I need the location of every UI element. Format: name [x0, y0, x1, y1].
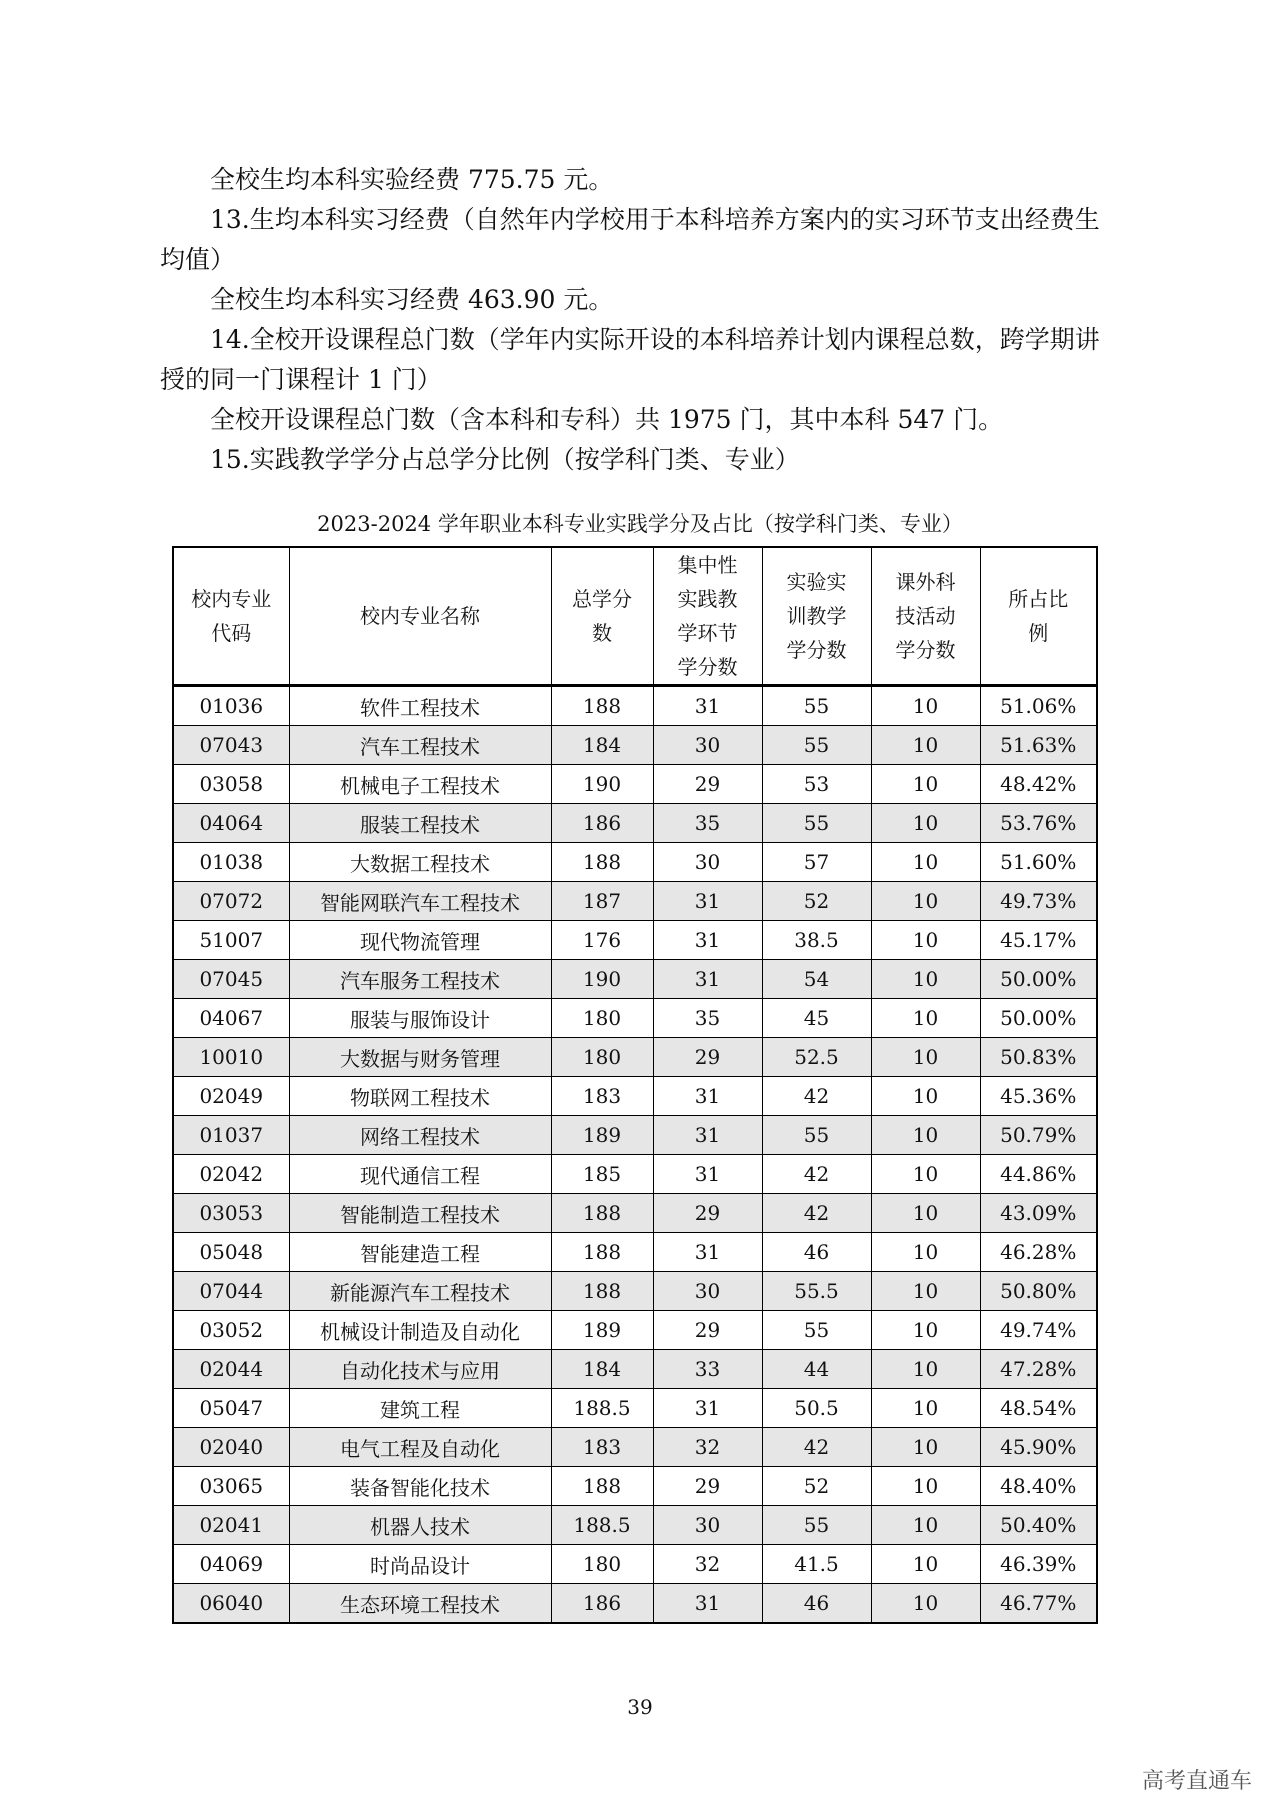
paragraph-lab-funding: 全校生均本科实验经费 775.75 元。	[210, 165, 614, 194]
cell-concentrated: 31	[653, 1077, 762, 1116]
paragraph-courses-heading: 14.全校开设课程总门数（学年内实际开设的本科培养计划内课程总数，跨学期讲授的同一门课程计 1 门）	[160, 325, 1100, 394]
table-row	[173, 1194, 1097, 1233]
cell-lab: 55	[762, 1506, 871, 1545]
cell-ratio: 45.36%	[980, 1077, 1097, 1116]
cell-name: 网络工程技术	[289, 1116, 551, 1155]
page-number: 39	[627, 1695, 653, 1719]
cell-total: 188.5	[551, 1506, 653, 1545]
table-row	[173, 1389, 1097, 1428]
cell-ratio: 50.83%	[980, 1038, 1097, 1077]
cell-total: 188	[551, 1233, 653, 1272]
cell-total: 189	[551, 1311, 653, 1350]
cell-extracurricular: 10	[871, 1584, 980, 1624]
cell-total: 190	[551, 765, 653, 804]
cell-total: 185	[551, 1155, 653, 1194]
cell-code: 02042	[173, 1155, 289, 1194]
cell-total: 188	[551, 843, 653, 882]
header-total-credits: 总学分 数	[551, 547, 653, 686]
cell-total: 188	[551, 1272, 653, 1311]
cell-extracurricular: 10	[871, 1155, 980, 1194]
cell-ratio: 43.09%	[980, 1194, 1097, 1233]
cell-ratio: 47.28%	[980, 1350, 1097, 1389]
cell-code: 03052	[173, 1311, 289, 1350]
cell-concentrated: 31	[653, 921, 762, 960]
cell-total: 176	[551, 921, 653, 960]
table-row	[173, 1545, 1097, 1584]
cell-concentrated: 33	[653, 1350, 762, 1389]
cell-ratio: 46.28%	[980, 1233, 1097, 1272]
cell-name: 服装工程技术	[289, 804, 551, 843]
cell-code: 03058	[173, 765, 289, 804]
cell-extracurricular: 10	[871, 1467, 980, 1506]
cell-extracurricular: 10	[871, 1233, 980, 1272]
paragraph-internship-heading: 13.生均本科实习经费（自然年内学校用于本科培养方案内的实习环节支出经费生均值）	[160, 205, 1100, 274]
table-row	[173, 804, 1097, 843]
table-row	[173, 843, 1097, 882]
cell-name: 智能制造工程技术	[289, 1194, 551, 1233]
cell-extracurricular: 10	[871, 1194, 980, 1233]
cell-lab: 55	[762, 1116, 871, 1155]
cell-name: 软件工程技术	[289, 686, 551, 726]
cell-concentrated: 31	[653, 1584, 762, 1624]
cell-total: 184	[551, 1350, 653, 1389]
table-row	[173, 1116, 1097, 1155]
cell-code: 05047	[173, 1389, 289, 1428]
cell-ratio: 50.80%	[980, 1272, 1097, 1311]
cell-extracurricular: 10	[871, 1428, 980, 1467]
cell-code: 07044	[173, 1272, 289, 1311]
cell-ratio: 44.86%	[980, 1155, 1097, 1194]
cell-lab: 42	[762, 1155, 871, 1194]
header-major-code: 校内专业 代码	[173, 547, 289, 686]
cell-concentrated: 29	[653, 1038, 762, 1077]
cell-concentrated: 31	[653, 1233, 762, 1272]
table-caption: 2023-2024 学年职业本科专业实践学分及占比（按学科门类、专业）	[317, 512, 963, 536]
cell-extracurricular: 10	[871, 686, 980, 726]
cell-lab: 45	[762, 999, 871, 1038]
cell-code: 02049	[173, 1077, 289, 1116]
table-row	[173, 1272, 1097, 1311]
cell-extracurricular: 10	[871, 1272, 980, 1311]
cell-name: 现代物流管理	[289, 921, 551, 960]
cell-name: 时尚品设计	[289, 1545, 551, 1584]
cell-lab: 52	[762, 1467, 871, 1506]
table-row	[173, 1077, 1097, 1116]
cell-concentrated: 29	[653, 1194, 762, 1233]
cell-extracurricular: 10	[871, 726, 980, 765]
cell-lab: 54	[762, 960, 871, 999]
cell-concentrated: 30	[653, 726, 762, 765]
cell-lab: 55	[762, 726, 871, 765]
cell-name: 现代通信工程	[289, 1155, 551, 1194]
cell-name: 服装与服饰设计	[289, 999, 551, 1038]
paragraph-practice-heading: 15.实践教学学分占总学分比例（按学科门类、专业）	[210, 445, 800, 474]
cell-ratio: 49.74%	[980, 1311, 1097, 1350]
cell-code: 02044	[173, 1350, 289, 1389]
cell-name: 装备智能化技术	[289, 1467, 551, 1506]
cell-ratio: 50.79%	[980, 1116, 1097, 1155]
cell-extracurricular: 10	[871, 1389, 980, 1428]
cell-extracurricular: 10	[871, 804, 980, 843]
header-concentrated-practice-credits: 集中性 实践教 学环节 学分数	[653, 547, 762, 686]
cell-name: 建筑工程	[289, 1389, 551, 1428]
cell-name: 物联网工程技术	[289, 1077, 551, 1116]
cell-ratio: 45.90%	[980, 1428, 1097, 1467]
cell-extracurricular: 10	[871, 765, 980, 804]
cell-total: 180	[551, 1038, 653, 1077]
cell-name: 机械电子工程技术	[289, 765, 551, 804]
cell-concentrated: 31	[653, 1389, 762, 1428]
cell-code: 03053	[173, 1194, 289, 1233]
cell-code: 51007	[173, 921, 289, 960]
cell-concentrated: 30	[653, 843, 762, 882]
cell-code: 01038	[173, 843, 289, 882]
table-row	[173, 765, 1097, 804]
cell-name: 大数据工程技术	[289, 843, 551, 882]
table-row	[173, 1038, 1097, 1077]
table-row	[173, 1155, 1097, 1194]
cell-lab: 50.5	[762, 1389, 871, 1428]
cell-code: 07043	[173, 726, 289, 765]
cell-extracurricular: 10	[871, 1506, 980, 1545]
cell-extracurricular: 10	[871, 1116, 980, 1155]
cell-extracurricular: 10	[871, 1311, 980, 1350]
table-row	[173, 726, 1097, 765]
cell-ratio: 51.60%	[980, 843, 1097, 882]
cell-extracurricular: 10	[871, 1350, 980, 1389]
cell-name: 汽车工程技术	[289, 726, 551, 765]
cell-extracurricular: 10	[871, 960, 980, 999]
cell-ratio: 48.40%	[980, 1467, 1097, 1506]
cell-code: 06040	[173, 1584, 289, 1624]
cell-total: 188	[551, 1194, 653, 1233]
cell-extracurricular: 10	[871, 1038, 980, 1077]
cell-ratio: 48.54%	[980, 1389, 1097, 1428]
cell-concentrated: 35	[653, 804, 762, 843]
cell-code: 04069	[173, 1545, 289, 1584]
cell-lab: 38.5	[762, 921, 871, 960]
cell-concentrated: 31	[653, 882, 762, 921]
cell-ratio: 51.63%	[980, 726, 1097, 765]
cell-extracurricular: 10	[871, 843, 980, 882]
cell-concentrated: 29	[653, 765, 762, 804]
table-row	[173, 1233, 1097, 1272]
cell-code: 10010	[173, 1038, 289, 1077]
cell-code: 02041	[173, 1506, 289, 1545]
cell-ratio: 49.73%	[980, 882, 1097, 921]
cell-lab: 42	[762, 1077, 871, 1116]
cell-name: 智能建造工程	[289, 1233, 551, 1272]
cell-total: 183	[551, 1077, 653, 1116]
cell-code: 05048	[173, 1233, 289, 1272]
cell-concentrated: 31	[653, 1116, 762, 1155]
cell-concentrated: 31	[653, 1155, 762, 1194]
cell-lab: 55	[762, 686, 871, 726]
cell-lab: 53	[762, 765, 871, 804]
cell-ratio: 46.39%	[980, 1545, 1097, 1584]
cell-lab: 46	[762, 1233, 871, 1272]
table-row	[173, 1311, 1097, 1350]
cell-code: 07045	[173, 960, 289, 999]
cell-name: 汽车服务工程技术	[289, 960, 551, 999]
header-ratio: 所占比 例	[980, 547, 1097, 686]
header-major-name: 校内专业名称	[289, 547, 551, 686]
cell-name: 自动化技术与应用	[289, 1350, 551, 1389]
paragraph-courses-total: 全校开设课程总门数（含本科和专科）共 1975 门，其中本科 547 门。	[210, 405, 1004, 434]
cell-concentrated: 31	[653, 960, 762, 999]
cell-total: 189	[551, 1116, 653, 1155]
cell-lab: 44	[762, 1350, 871, 1389]
cell-lab: 55	[762, 804, 871, 843]
cell-name: 智能网联汽车工程技术	[289, 882, 551, 921]
practice-credits-table	[172, 546, 1098, 1624]
cell-concentrated: 29	[653, 1311, 762, 1350]
cell-total: 187	[551, 882, 653, 921]
cell-extracurricular: 10	[871, 921, 980, 960]
cell-extracurricular: 10	[871, 1077, 980, 1116]
table-row	[173, 960, 1097, 999]
cell-lab: 55.5	[762, 1272, 871, 1311]
cell-ratio: 53.76%	[980, 804, 1097, 843]
cell-lab: 57	[762, 843, 871, 882]
cell-total: 188	[551, 686, 653, 726]
cell-ratio: 45.17%	[980, 921, 1097, 960]
cell-extracurricular: 10	[871, 1545, 980, 1584]
cell-lab: 41.5	[762, 1545, 871, 1584]
cell-ratio: 50.00%	[980, 960, 1097, 999]
table-row	[173, 999, 1097, 1038]
cell-extracurricular: 10	[871, 999, 980, 1038]
cell-ratio: 51.06%	[980, 686, 1097, 726]
cell-lab: 55	[762, 1311, 871, 1350]
cell-lab: 42	[762, 1428, 871, 1467]
cell-extracurricular: 10	[871, 882, 980, 921]
cell-ratio: 50.40%	[980, 1506, 1097, 1545]
cell-concentrated: 29	[653, 1467, 762, 1506]
cell-total: 180	[551, 1545, 653, 1584]
cell-code: 04064	[173, 804, 289, 843]
cell-name: 大数据与财务管理	[289, 1038, 551, 1077]
table-row	[173, 1467, 1097, 1506]
cell-lab: 52.5	[762, 1038, 871, 1077]
cell-name: 生态环境工程技术	[289, 1584, 551, 1624]
cell-code: 01036	[173, 686, 289, 726]
cell-total: 183	[551, 1428, 653, 1467]
header-extracurricular-credits: 课外科 技活动 学分数	[871, 547, 980, 686]
cell-ratio: 50.00%	[980, 999, 1097, 1038]
table-row	[173, 1506, 1097, 1545]
cell-total: 188	[551, 1467, 653, 1506]
cell-total: 188.5	[551, 1389, 653, 1428]
cell-name: 机器人技术	[289, 1506, 551, 1545]
watermark: 高考直通车	[1141, 1769, 1252, 1794]
table-row	[173, 882, 1097, 921]
table-row	[173, 1584, 1097, 1624]
cell-name: 新能源汽车工程技术	[289, 1272, 551, 1311]
cell-lab: 52	[762, 882, 871, 921]
table-body	[173, 686, 1097, 1624]
header-lab-training-credits: 实验实 训教学 学分数	[762, 547, 871, 686]
cell-total: 186	[551, 1584, 653, 1624]
cell-concentrated: 30	[653, 1506, 762, 1545]
cell-concentrated: 30	[653, 1272, 762, 1311]
cell-code: 02040	[173, 1428, 289, 1467]
cell-concentrated: 32	[653, 1428, 762, 1467]
cell-concentrated: 31	[653, 686, 762, 726]
cell-total: 186	[551, 804, 653, 843]
cell-lab: 42	[762, 1194, 871, 1233]
cell-total: 180	[551, 999, 653, 1038]
table-row	[173, 1350, 1097, 1389]
cell-ratio: 48.42%	[980, 765, 1097, 804]
table-header-row	[173, 547, 1097, 686]
cell-ratio: 46.77%	[980, 1584, 1097, 1624]
cell-concentrated: 35	[653, 999, 762, 1038]
cell-total: 184	[551, 726, 653, 765]
cell-name: 机械设计制造及自动化	[289, 1311, 551, 1350]
table-row	[173, 686, 1097, 726]
cell-code: 07072	[173, 882, 289, 921]
table-row	[173, 921, 1097, 960]
cell-lab: 46	[762, 1584, 871, 1624]
paragraph-internship-funding: 全校生均本科实习经费 463.90 元。	[210, 285, 614, 314]
cell-code: 03065	[173, 1467, 289, 1506]
cell-name: 电气工程及自动化	[289, 1428, 551, 1467]
table-row	[173, 1428, 1097, 1467]
cell-total: 190	[551, 960, 653, 999]
cell-concentrated: 32	[653, 1545, 762, 1584]
cell-code: 04067	[173, 999, 289, 1038]
cell-code: 01037	[173, 1116, 289, 1155]
